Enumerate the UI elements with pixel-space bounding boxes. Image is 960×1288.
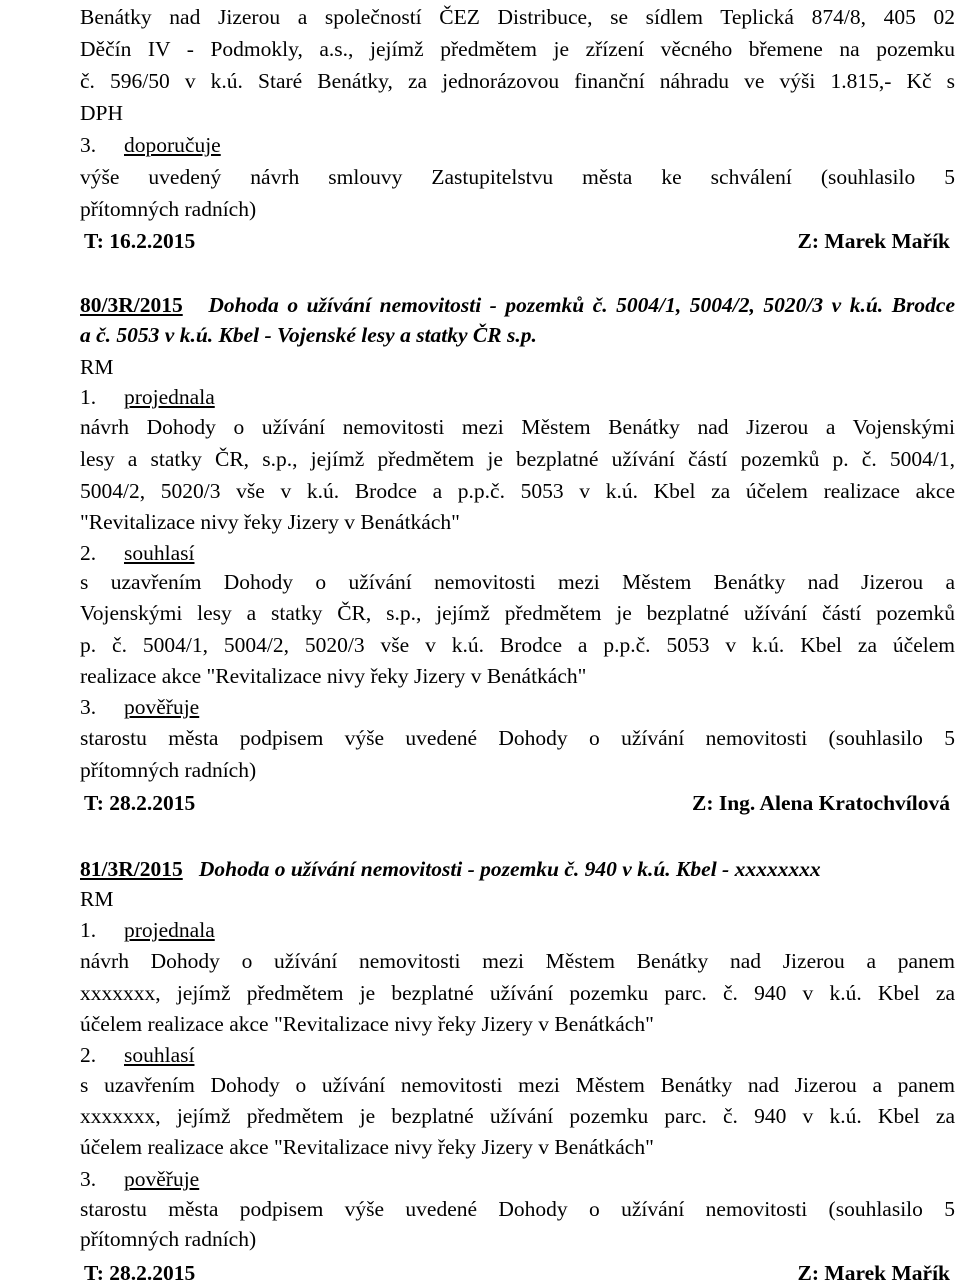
item-3-line-1: starostu města podpisem výše uvedené Dohody o užívání nemovitosti (souhlasilo 5 <box>80 1197 955 1221</box>
item-verb: projednala <box>124 918 215 942</box>
item-1-line-1: návrh Dohody o užívání nemovitosti mezi Městem Benátky nad Jizerou a panem <box>80 949 955 973</box>
item-1 <box>80 915 215 945</box>
resolution-title: Dohoda o užívání nemovitosti - pozemku č. 940 v k.ú. Kbel - xxxxxxxx <box>198 857 821 881</box>
item-2-line-1: s uzavřením Dohody o užívání nemovitosti mezi Městem Benátky nad Jizerou a panem <box>80 1073 955 1097</box>
deadline: T: 16.2.2015 <box>84 229 196 253</box>
item-verb: souhlasí <box>124 1043 195 1067</box>
item-number: 3. <box>80 133 97 157</box>
resolution-80-title-line-2: a č. 5053 v k.ú. Kbel - Vojenské lesy a statky ČR s.p. <box>80 323 537 347</box>
resolution-title: Dohoda o užívání nemovitosti - pozemků č. 5004/1, 5004/2, 5020/3 v k.ú. Brodce <box>208 293 955 317</box>
intro-line-3: č. 596/50 v k.ú. Staré Benátky, za jednorázovou finanční náhradu ve výši 1.815,- Kč s <box>80 69 955 93</box>
item-verb: projednala <box>124 385 215 409</box>
item-1-line-3: 5004/2, 5020/3 vše v k.ú. Brodce a p.p.č. 5053 v k.ú. Kbel za účelem realizace akce <box>80 479 955 503</box>
item-2-line-3: p. č. 5004/1, 5004/2, 5020/3 vše v k.ú. Brodce a p.p.č. 5053 v k.ú. Kbel za účelem <box>80 633 955 657</box>
resolution-body: RM <box>80 355 114 379</box>
item-number: 2. <box>80 541 97 565</box>
item-1 <box>80 382 215 412</box>
resolution-80-deadline-row <box>80 788 955 818</box>
item-2-line-1: s uzavřením Dohody o užívání nemovitosti mezi Městem Benátky nad Jizerou a <box>80 570 955 594</box>
item-2-line-4: realizace akce "Revitalizace nivy řeky Jizery v Benátkách" <box>80 664 587 688</box>
intro-deadline-row <box>80 226 955 256</box>
item-number: 3. <box>80 1167 97 1191</box>
item-3-line-2: přítomných radních) <box>80 1227 257 1251</box>
deadline: T: 28.2.2015 <box>84 791 196 815</box>
resolution-number: 81/3R/2015 <box>80 857 183 881</box>
responsible: Z: Marek Mařík <box>797 229 950 253</box>
intro-line-4: DPH <box>80 101 124 125</box>
item-verb: souhlasí <box>124 541 195 565</box>
item-2-line-3: účelem realizace akce "Revitalizace nivy řeky Jizery v Benátkách" <box>80 1135 654 1159</box>
item-1-line-2: lesy a statky ČR, s.p., jejímž předmětem je bezplatné užívání částí pozemků p. č. 5004/1, <box>80 447 955 471</box>
responsible: Z: Ing. Alena Kratochvílová <box>691 791 950 815</box>
item-3 <box>80 1164 199 1194</box>
item-2-line-2: xxxxxxx, jejímž předmětem je bezplatné užívání pozemku parc. č. 940 v k.ú. Kbel za <box>80 1104 955 1128</box>
item-number: 1. <box>80 385 97 409</box>
item-2-line-2: Vojenskými lesy a statky ČR, s.p., jejímž předmětem je bezplatné užívání částí pozemků <box>80 601 955 625</box>
item-verb: doporučuje <box>124 133 221 157</box>
item-number: 3. <box>80 695 97 719</box>
item-1-line-1: návrh Dohody o užívání nemovitosti mezi Městem Benátky nad Jizerou a Vojenskými <box>80 415 955 439</box>
responsible: Z: Marek Mařík <box>797 1261 950 1285</box>
resolution-body: RM <box>80 887 114 911</box>
intro-line-1: Benátky nad Jizerou a společností ČEZ Distribuce, se sídlem Teplická 874/8, 405 02 <box>80 5 955 29</box>
resolution-number: 80/3R/2015 <box>80 293 183 317</box>
resolution-81-deadline-row <box>80 1258 955 1288</box>
intro-item-3 <box>80 130 221 160</box>
item-verb: pověřuje <box>124 1167 200 1191</box>
intro-item-3-line-2: přítomných radních) <box>80 197 257 221</box>
item-3-line-2: přítomných radních) <box>80 758 257 782</box>
item-verb: pověřuje <box>124 695 200 719</box>
deadline: T: 28.2.2015 <box>84 1261 196 1285</box>
item-3-line-1: starostu města podpisem výše uvedené Dohody o užívání nemovitosti (souhlasilo 5 <box>80 726 955 750</box>
item-1-line-2: xxxxxxx, jejímž předmětem je bezplatné užívání pozemku parc. č. 940 v k.ú. Kbel za <box>80 981 955 1005</box>
item-1-line-3: účelem realizace akce "Revitalizace nivy řeky Jizery v Benátkách" <box>80 1012 654 1036</box>
item-2 <box>80 1040 194 1070</box>
item-1-line-4: "Revitalizace nivy řeky Jizery v Benátkách" <box>80 510 460 534</box>
intro-item-3-line-1: výše uvedený návrh smlouvy Zastupitelstvu města ke schválení (souhlasilo 5 <box>80 165 955 189</box>
item-number: 2. <box>80 1043 97 1067</box>
item-number: 1. <box>80 918 97 942</box>
intro-line-2: Děčín IV - Podmokly, a.s., jejímž předmětem je zřízení věcného břemene na pozemku <box>80 37 955 61</box>
resolution-81-heading <box>80 854 821 884</box>
item-3 <box>80 692 199 722</box>
item-2 <box>80 538 194 568</box>
resolution-80-heading <box>80 290 955 320</box>
